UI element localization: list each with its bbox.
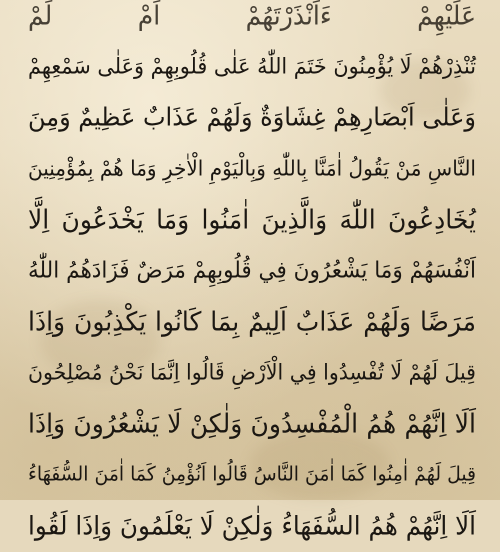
text-line: قِيلَ لَهُمْ اٰمِنُوا كَمَا اٰمَنَ النَّاسُ قَالُوا اَنُؤْمِنُ كَمَا اٰمَنَ السُّفَهَاءُ (28, 463, 476, 486)
text-line: اَلَا اِنَّهُمْ هُمُ الْمُفْسِدُونَ وَلٰكِنْ لَا يَشْعُرُونَ وَاِذَا (28, 408, 476, 439)
text-line: عَلَيْهِمْ ءَاَنْذَرْتَهُمْ اَمْ لَمْ (28, 0, 476, 31)
text-line: تُنْذِرْهُمْ لَا يُؤْمِنُونَ خَتَمَ اللّٰهُ عَلٰى قُلُوبِهِمْ وَعَلٰى سَمْعِهِمْ (28, 53, 476, 79)
text-line: النَّاسِ مَنْ يَقُولُ اٰمَنَّا بِاللّٰهِ وَبِالْيَوْمِ الْاٰخِرِ وَمَا هُمْ بِمُؤْمِنِينَ (28, 155, 476, 181)
text-line: قِيلَ لَهُمْ لَا تُفْسِدُوا فِي الْاَرْضِ قَالُوا اِنَّمَا نَحْنُ مُصْلِحُونَ (28, 359, 476, 385)
text-line: مَرَضًا وَلَهُمْ عَذَابٌ اَلِيمٌ بِمَا كَانُوا يَكْذِبُونَ وَاِذَا (28, 306, 476, 337)
text-line: اَلَا اِنَّهُمْ هُمُ السُّفَهَاءُ وَلٰكِنْ لَا يَعْلَمُونَ وَاِذَا لَقُوا (28, 510, 476, 541)
text-line: اَنْفُسَهُمْ وَمَا يَشْعُرُونَ فِي قُلُوبِهِمْ مَرَضٌ فَزَادَهُمُ اللّٰهُ (28, 257, 476, 284)
text-line: يُخَادِعُونَ اللّٰهَ وَالَّذِينَ اٰمَنُوا وَمَا يَخْدَعُونَ اِلَّا (28, 204, 476, 235)
calligraphy-text-block (28, 0, 476, 551)
text-line: وَعَلٰى اَبْصَارِهِمْ غِشَاوَةٌ وَلَهُمْ عَذَابٌ عَظِيمٌ وَمِنَ (28, 102, 476, 132)
